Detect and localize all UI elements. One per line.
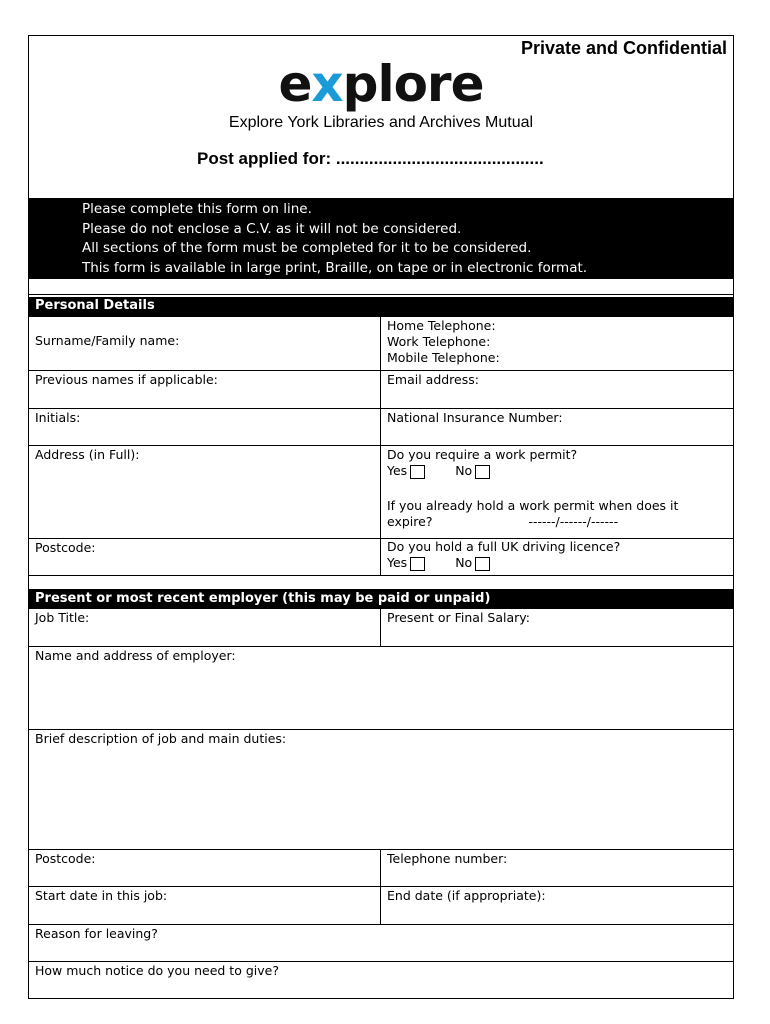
employer-name-address-label: Name and address of employer: bbox=[35, 648, 236, 663]
instructions-notice bbox=[29, 198, 733, 279]
employer-postcode-label: Postcode: bbox=[35, 851, 96, 866]
job-description-label: Brief description of job and main duties: bbox=[35, 731, 287, 746]
licence-yes-checkbox[interactable] bbox=[410, 557, 425, 571]
notice-line: This form is available in large print, Braille, on tape or in electronic format. bbox=[82, 259, 588, 276]
no-label: No bbox=[455, 463, 473, 478]
work-permit-yes-checkbox[interactable] bbox=[410, 465, 425, 479]
previous-names-label: Previous names if applicable: bbox=[35, 372, 218, 387]
telephone-field[interactable] bbox=[381, 318, 731, 366]
notice-line: Please do not enclose a C.V. as it will not be considered. bbox=[82, 220, 462, 237]
confidential-label: Private and Confidential bbox=[520, 38, 727, 58]
work-telephone-label: Work Telephone: bbox=[387, 334, 491, 349]
divider bbox=[29, 849, 733, 850]
divider bbox=[29, 646, 733, 647]
post-label: Post applied for: bbox=[197, 149, 332, 168]
logo-part-2: plore bbox=[342, 55, 484, 113]
initials-label: Initials: bbox=[35, 410, 81, 425]
driving-licence-question: Do you hold a full UK driving licence? bbox=[387, 539, 621, 554]
divider bbox=[29, 924, 733, 925]
logo-part-1: e bbox=[278, 55, 312, 113]
mobile-telephone-label: Mobile Telephone: bbox=[387, 350, 500, 365]
no-label: No bbox=[455, 555, 473, 570]
notice-period-label: How much notice do you need to give? bbox=[35, 963, 279, 978]
post-applied-for[interactable] bbox=[197, 149, 544, 169]
application-form bbox=[28, 35, 734, 999]
divider bbox=[29, 408, 733, 409]
divider bbox=[29, 370, 733, 371]
telephone-number-label: Telephone number: bbox=[387, 851, 508, 866]
section-heading-employer: Present or most recent employer (this may be paid or unpaid) bbox=[29, 590, 733, 609]
permit-expiry-row bbox=[387, 514, 731, 530]
home-telephone-label: Home Telephone: bbox=[387, 318, 496, 333]
work-permit-question: Do you require a work permit? bbox=[387, 447, 578, 462]
organisation-name: Explore York Libraries and Archives Mutual bbox=[228, 114, 534, 131]
address-label: Address (in Full): bbox=[35, 447, 140, 462]
logo-part-x: x bbox=[311, 55, 343, 113]
surname-label: Surname/Family name: bbox=[35, 333, 180, 348]
driving-licence-options bbox=[387, 555, 731, 571]
permit-expiry-date[interactable]: ------/------/------ bbox=[528, 514, 619, 529]
permit-expiry-question-line1: If you already hold a work permit when does it bbox=[387, 498, 679, 513]
email-label: Email address: bbox=[387, 372, 479, 387]
yes-label: Yes bbox=[387, 463, 408, 478]
notice-line: Please complete this form on line. bbox=[82, 201, 312, 217]
work-permit-no-checkbox[interactable] bbox=[475, 465, 490, 479]
work-permit-field bbox=[381, 447, 731, 530]
work-permit-options bbox=[387, 463, 731, 479]
divider bbox=[29, 575, 733, 576]
divider bbox=[29, 729, 733, 730]
ni-number-label: National Insurance Number: bbox=[387, 410, 563, 425]
licence-no-checkbox[interactable] bbox=[475, 557, 490, 571]
divider bbox=[29, 886, 733, 887]
notice-line: All sections of the form must be completed for it to be considered. bbox=[82, 240, 532, 256]
post-dots: ............................................ bbox=[331, 149, 544, 168]
start-date-label: Start date in this job: bbox=[35, 888, 168, 903]
yes-label: Yes bbox=[387, 555, 408, 570]
job-title-label: Job Title: bbox=[35, 610, 90, 625]
salary-label: Present or Final Salary: bbox=[387, 610, 530, 625]
divider bbox=[29, 294, 733, 295]
divider bbox=[29, 445, 733, 446]
reason-leaving-label: Reason for leaving? bbox=[35, 926, 158, 941]
end-date-label: End date (if appropriate): bbox=[387, 888, 546, 903]
postcode-label: Postcode: bbox=[35, 540, 96, 555]
explore-logo bbox=[29, 54, 733, 114]
driving-licence-field bbox=[381, 539, 731, 571]
section-heading-personal: Personal Details bbox=[29, 297, 733, 317]
divider bbox=[29, 961, 733, 962]
permit-expiry-question-line2: expire? bbox=[387, 514, 433, 529]
